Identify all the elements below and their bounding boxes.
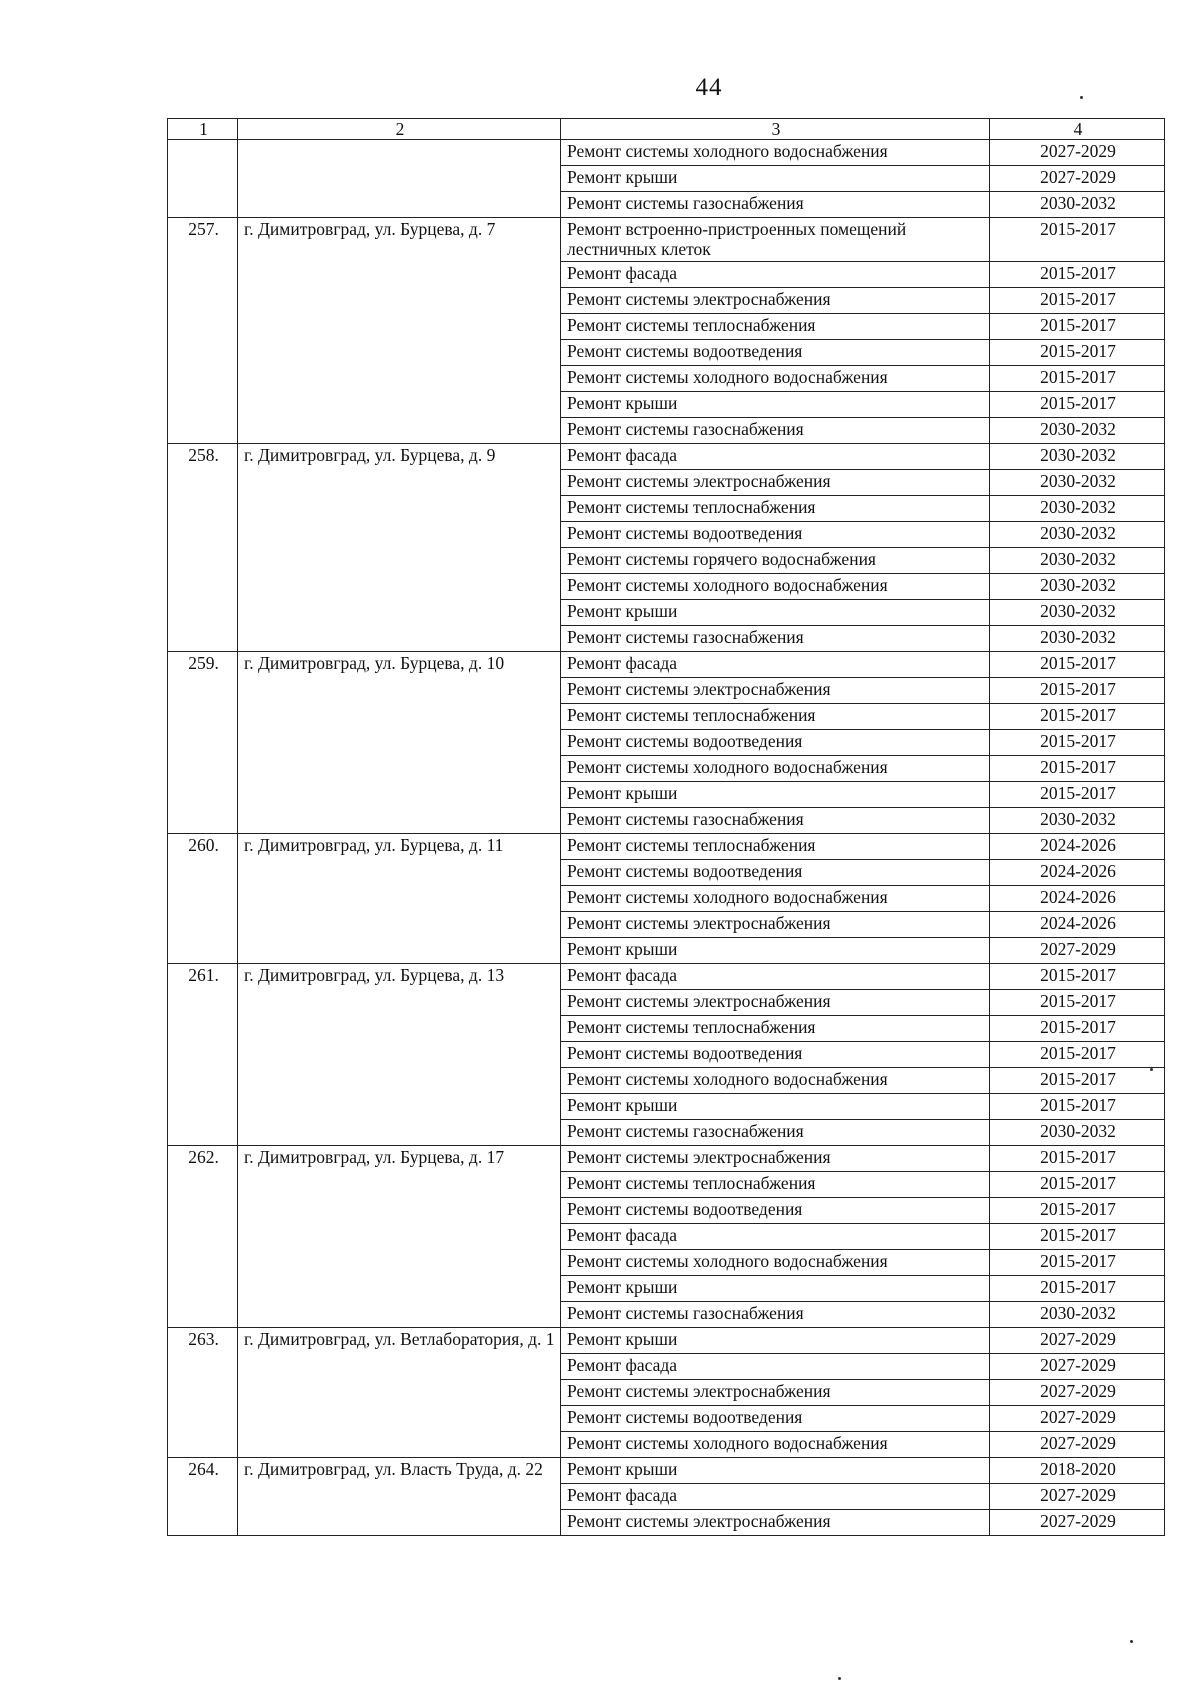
- work-type-cell: Ремонт крыши: [561, 1328, 990, 1354]
- row-number: 258.: [168, 444, 238, 652]
- work-type-cell: Ремонт системы электроснабжения: [561, 288, 990, 314]
- period-cell: 2030-2032: [990, 496, 1165, 522]
- work-type-cell: Ремонт системы холодного водоснабжения: [561, 140, 990, 166]
- period-cell: 2027-2029: [990, 1354, 1165, 1380]
- work-type-cell: Ремонт крыши: [561, 600, 990, 626]
- work-type-cell: Ремонт системы теплоснабжения: [561, 1172, 990, 1198]
- work-type-cell: Ремонт встроенно-пристроенных помещений лестничных клеток: [561, 218, 990, 262]
- table-row: [168, 1328, 1165, 1354]
- period-cell: 2015-2017: [990, 652, 1165, 678]
- period-cell: 2030-2032: [990, 522, 1165, 548]
- table-row: [168, 652, 1165, 678]
- period-cell: 2015-2017: [990, 1094, 1165, 1120]
- work-type-cell: Ремонт системы газоснабжения: [561, 626, 990, 652]
- period-cell: 2027-2029: [990, 1432, 1165, 1458]
- work-type-cell: Ремонт системы электроснабжения: [561, 1510, 990, 1536]
- table-row: [168, 1458, 1165, 1484]
- work-type-cell: Ремонт системы горячего водоснабжения: [561, 548, 990, 574]
- work-type-cell: Ремонт системы электроснабжения: [561, 912, 990, 938]
- period-cell: 2030-2032: [990, 444, 1165, 470]
- work-type-cell: Ремонт системы газоснабжения: [561, 1120, 990, 1146]
- work-type-cell: Ремонт системы электроснабжения: [561, 1380, 990, 1406]
- period-cell: 2015-2017: [990, 1224, 1165, 1250]
- row-number: 261.: [168, 964, 238, 1146]
- period-cell: 2030-2032: [990, 1302, 1165, 1328]
- period-cell: 2018-2020: [990, 1458, 1165, 1484]
- period-cell: 2015-2017: [990, 392, 1165, 418]
- period-cell: 2030-2032: [990, 626, 1165, 652]
- address-cell: г. Димитровград, ул. Бурцева, д. 17: [238, 1146, 561, 1328]
- header-cell-2: 2: [238, 119, 561, 140]
- scan-speck: [838, 1677, 841, 1680]
- period-cell: 2030-2032: [990, 548, 1165, 574]
- work-type-cell: Ремонт системы водоотведения: [561, 1042, 990, 1068]
- work-type-cell: Ремонт системы водоотведения: [561, 1406, 990, 1432]
- work-type-cell: Ремонт фасада: [561, 444, 990, 470]
- work-type-cell: Ремонт системы холодного водоснабжения: [561, 756, 990, 782]
- period-cell: 2015-2017: [990, 678, 1165, 704]
- period-cell: 2030-2032: [990, 418, 1165, 444]
- table-row: [168, 834, 1165, 860]
- address-cell: [238, 140, 561, 218]
- period-cell: 2015-2017: [990, 964, 1165, 990]
- period-cell: 2030-2032: [990, 600, 1165, 626]
- period-cell: 2015-2017: [990, 1198, 1165, 1224]
- repair-works-table: [167, 118, 1165, 1536]
- work-type-cell: Ремонт системы теплоснабжения: [561, 704, 990, 730]
- period-cell: 2015-2017: [990, 218, 1165, 262]
- table-row: [168, 140, 1165, 166]
- work-type-cell: Ремонт крыши: [561, 392, 990, 418]
- period-cell: 2015-2017: [990, 782, 1165, 808]
- work-type-cell: Ремонт системы водоотведения: [561, 1198, 990, 1224]
- period-cell: 2030-2032: [990, 192, 1165, 218]
- period-cell: 2030-2032: [990, 574, 1165, 600]
- work-type-cell: Ремонт системы холодного водоснабжения: [561, 1068, 990, 1094]
- period-cell: 2015-2017: [990, 262, 1165, 288]
- period-cell: 2027-2029: [990, 1406, 1165, 1432]
- period-cell: 2024-2026: [990, 860, 1165, 886]
- period-cell: 2015-2017: [990, 1016, 1165, 1042]
- work-type-cell: Ремонт системы холодного водоснабжения: [561, 366, 990, 392]
- work-type-cell: Ремонт фасада: [561, 1224, 990, 1250]
- work-type-cell: Ремонт фасада: [561, 262, 990, 288]
- work-type-cell: Ремонт системы электроснабжения: [561, 1146, 990, 1172]
- work-type-cell: Ремонт крыши: [561, 1276, 990, 1302]
- work-type-cell: Ремонт системы холодного водоснабжения: [561, 1250, 990, 1276]
- period-cell: 2015-2017: [990, 1068, 1165, 1094]
- work-type-cell: Ремонт фасада: [561, 964, 990, 990]
- row-number: 257.: [168, 218, 238, 444]
- work-type-cell: Ремонт системы водоотведения: [561, 340, 990, 366]
- table-row: [168, 218, 1165, 262]
- period-cell: 2015-2017: [990, 1276, 1165, 1302]
- work-type-cell: Ремонт фасада: [561, 652, 990, 678]
- table-row: [168, 444, 1165, 470]
- work-type-cell: Ремонт системы водоотведения: [561, 522, 990, 548]
- period-cell: 2027-2029: [990, 1510, 1165, 1536]
- period-cell: 2027-2029: [990, 1380, 1165, 1406]
- scan-speck: [1130, 1640, 1133, 1643]
- period-cell: 2015-2017: [990, 1250, 1165, 1276]
- header-cell-4: 4: [990, 119, 1165, 140]
- scan-speck: [1080, 96, 1083, 99]
- address-cell: г. Димитровград, ул. Бурцева, д. 11: [238, 834, 561, 964]
- work-type-cell: Ремонт крыши: [561, 782, 990, 808]
- address-cell: г. Димитровград, ул. Ветлаборатория, д. 1: [238, 1328, 561, 1458]
- work-type-cell: Ремонт системы газоснабжения: [561, 1302, 990, 1328]
- work-type-cell: Ремонт системы холодного водоснабжения: [561, 886, 990, 912]
- period-cell: 2024-2026: [990, 912, 1165, 938]
- address-cell: г. Димитровград, ул. Власть Труда, д. 22: [238, 1458, 561, 1536]
- table-body: [168, 119, 1165, 1536]
- row-number: 264.: [168, 1458, 238, 1536]
- work-type-cell: Ремонт системы теплоснабжения: [561, 496, 990, 522]
- period-cell: 2015-2017: [990, 314, 1165, 340]
- period-cell: 2027-2029: [990, 1484, 1165, 1510]
- header-cell-1: 1: [168, 119, 238, 140]
- period-cell: 2027-2029: [990, 1328, 1165, 1354]
- work-type-cell: Ремонт системы водоотведения: [561, 860, 990, 886]
- address-cell: г. Димитровград, ул. Бурцева, д. 13: [238, 964, 561, 1146]
- row-number: [168, 140, 238, 218]
- period-cell: 2024-2026: [990, 886, 1165, 912]
- period-cell: 2015-2017: [990, 366, 1165, 392]
- row-number: 263.: [168, 1328, 238, 1458]
- period-cell: 2015-2017: [990, 340, 1165, 366]
- address-cell: г. Димитровград, ул. Бурцева, д. 10: [238, 652, 561, 834]
- work-type-cell: Ремонт системы водоотведения: [561, 730, 990, 756]
- period-cell: 2015-2017: [990, 730, 1165, 756]
- period-cell: 2024-2026: [990, 834, 1165, 860]
- row-number: 262.: [168, 1146, 238, 1328]
- work-type-cell: Ремонт системы газоснабжения: [561, 418, 990, 444]
- period-cell: 2015-2017: [990, 704, 1165, 730]
- row-number: 259.: [168, 652, 238, 834]
- row-number: 260.: [168, 834, 238, 964]
- work-type-cell: Ремонт системы электроснабжения: [561, 678, 990, 704]
- work-type-cell: Ремонт системы электроснабжения: [561, 990, 990, 1016]
- address-cell: г. Димитровград, ул. Бурцева, д. 9: [238, 444, 561, 652]
- period-cell: 2015-2017: [990, 990, 1165, 1016]
- period-cell: 2015-2017: [990, 288, 1165, 314]
- work-type-cell: Ремонт фасада: [561, 1484, 990, 1510]
- table-row: [168, 964, 1165, 990]
- work-type-cell: Ремонт крыши: [561, 1458, 990, 1484]
- period-cell: 2015-2017: [990, 1146, 1165, 1172]
- work-type-cell: Ремонт системы газоснабжения: [561, 192, 990, 218]
- work-type-cell: Ремонт фасада: [561, 1354, 990, 1380]
- work-type-cell: Ремонт крыши: [561, 1094, 990, 1120]
- header-cell-3: 3: [561, 119, 990, 140]
- work-type-cell: Ремонт системы газоснабжения: [561, 808, 990, 834]
- period-cell: 2015-2017: [990, 756, 1165, 782]
- work-type-cell: Ремонт системы теплоснабжения: [561, 834, 990, 860]
- page-number: 44: [695, 74, 723, 101]
- work-type-cell: Ремонт крыши: [561, 166, 990, 192]
- address-cell: г. Димитровград, ул. Бурцева, д. 7: [238, 218, 561, 444]
- period-cell: 2015-2017: [990, 1172, 1165, 1198]
- period-cell: 2030-2032: [990, 470, 1165, 496]
- work-type-cell: Ремонт системы теплоснабжения: [561, 1016, 990, 1042]
- period-cell: 2027-2029: [990, 140, 1165, 166]
- work-type-cell: Ремонт системы электроснабжения: [561, 470, 990, 496]
- period-cell: 2027-2029: [990, 938, 1165, 964]
- period-cell: 2030-2032: [990, 1120, 1165, 1146]
- work-type-cell: Ремонт системы холодного водоснабжения: [561, 1432, 990, 1458]
- header-row: [168, 119, 1165, 140]
- work-type-cell: Ремонт системы теплоснабжения: [561, 314, 990, 340]
- period-cell: 2015-2017: [990, 1042, 1165, 1068]
- table-row: [168, 1146, 1165, 1172]
- work-type-cell: Ремонт системы холодного водоснабжения: [561, 574, 990, 600]
- scan-speck: [1150, 1068, 1153, 1071]
- period-cell: 2027-2029: [990, 166, 1165, 192]
- work-type-cell: Ремонт крыши: [561, 938, 990, 964]
- period-cell: 2030-2032: [990, 808, 1165, 834]
